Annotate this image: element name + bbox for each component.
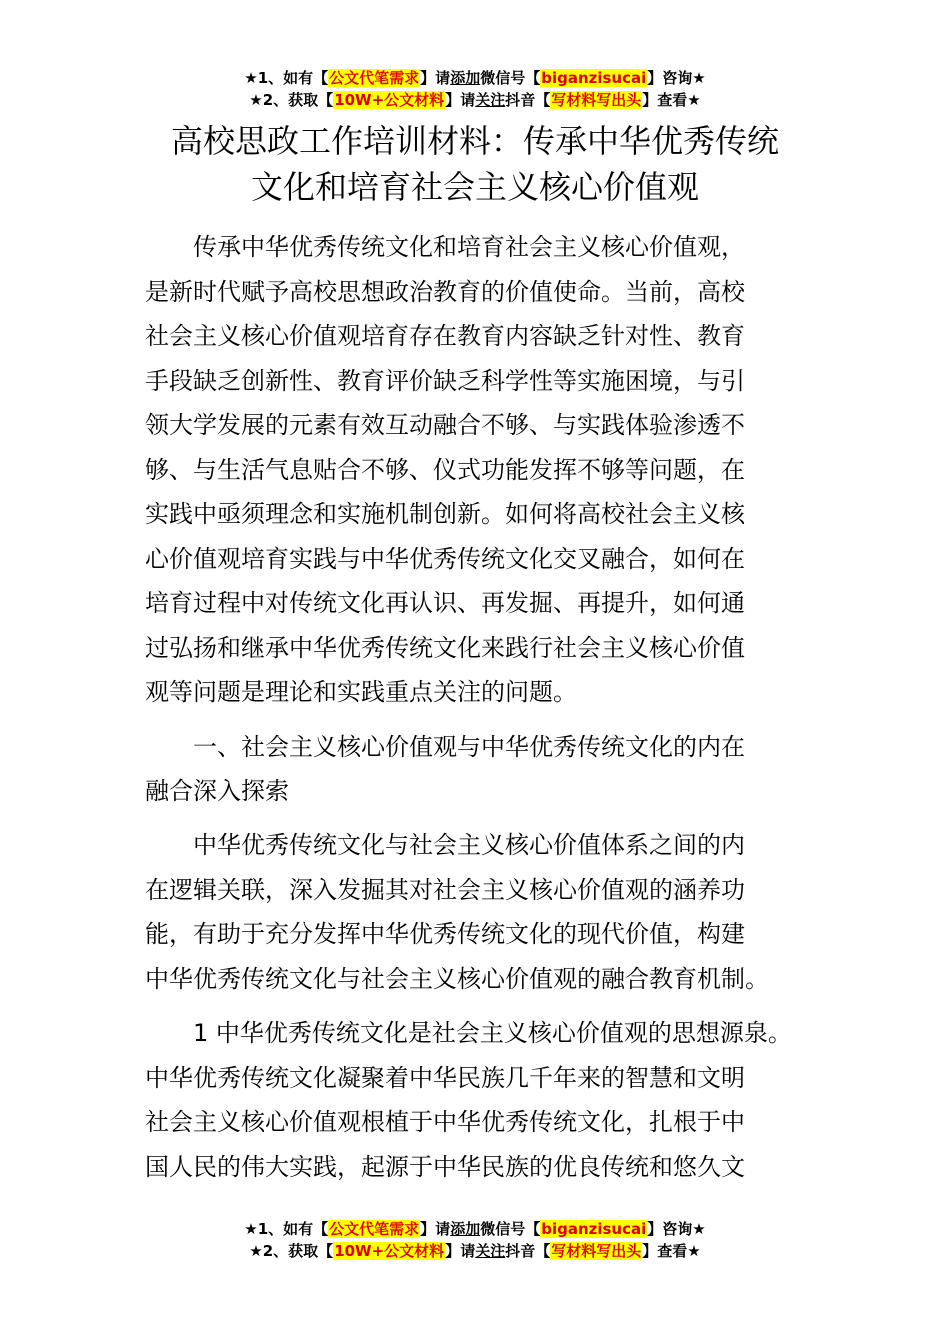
body-line: 够、与生活气息贴合不够、仪式功能发挥不够等问题，在 — [145, 456, 745, 484]
body-line: 中华优秀传统文化与社会主义核心价值体系之间的内 — [193, 831, 745, 859]
promo-highlight: 写材料写出头 — [551, 1242, 642, 1260]
section-heading-line: 融合深入探索 — [145, 777, 289, 805]
promo-line-1 — [0, 1218, 950, 1240]
promo-text: ★1、如有【 — [244, 1220, 329, 1238]
body-line: 社会主义核心价值观根植于中华优秀传统文化，扎根于中 — [145, 1108, 745, 1136]
body-line: 传承中华优秀传统文化和培育社会主义核心价值观， — [193, 233, 745, 261]
body-line: 1 中华优秀传统文化是社会主义核心价值观的思想源泉。 — [193, 1019, 792, 1047]
promo-text: 】查看★ — [642, 1242, 701, 1260]
promo-text: 】请 — [445, 1242, 476, 1260]
promo-line-2 — [0, 89, 950, 111]
body-line: 过弘扬和继承中华优秀传统文化来践行社会主义核心价值 — [145, 634, 745, 662]
promo-text: 微信号【 — [480, 69, 541, 87]
body-line: 在逻辑关联，深入发掘其对社会主义核心价值观的涵养功 — [145, 876, 745, 904]
body-line: 培育过程中对传统文化再认识、再发掘、再提升，如何通 — [145, 589, 745, 617]
document-title — [0, 118, 950, 210]
promo-line-2 — [0, 1240, 950, 1262]
promo-highlight: 写材料写出头 — [551, 91, 642, 109]
promo-highlight: 公文代笔需求 — [329, 1220, 420, 1238]
body-line: 是新时代赋予高校思想政治教育的价值使命。当前，高校 — [145, 278, 745, 306]
promo-text: 】咨询★ — [647, 69, 706, 87]
promo-text: ★2、获取【 — [249, 91, 334, 109]
body-line: 实践中亟须理念和实施机制创新。如何将高校社会主义核 — [145, 500, 745, 528]
promo-text: 】查看★ — [642, 91, 701, 109]
promo-text: 抖音【 — [505, 1242, 551, 1260]
body-line: 心价值观培育实践与中华优秀传统文化交叉融合，如何在 — [145, 545, 745, 573]
body-line: 领大学发展的元素有效互动融合不够、与实践体验渗透不 — [145, 411, 745, 439]
promo-highlight: 10W+公文材料 — [334, 1242, 445, 1260]
promo-text: ★1、如有【 — [244, 69, 329, 87]
top-promo-banner — [0, 67, 950, 111]
body-line: 中华优秀传统文化与社会主义核心价值观的融合教育机制。 — [145, 965, 769, 993]
promo-highlight: biganzisucai — [541, 1220, 647, 1238]
promo-line-1 — [0, 67, 950, 89]
promo-underline: 关注 — [475, 91, 506, 109]
promo-highlight: 10W+公文材料 — [334, 91, 445, 109]
body-line: 手段缺乏创新性、教育评价缺乏科学性等实施困境，与引 — [145, 367, 745, 395]
section-heading-line: 一、社会主义核心价值观与中华优秀传统文化的内在 — [193, 733, 745, 761]
promo-underline: 添加 — [450, 69, 481, 87]
title-line-1: 高校思政工作培训材料：传承中华优秀传统 — [170, 122, 779, 160]
promo-text: 】请 — [420, 69, 451, 87]
body-line: 国人民的伟大实践，起源于中华民族的优良传统和悠久文 — [145, 1153, 745, 1181]
promo-text: 】请 — [420, 1220, 451, 1238]
body-line: 能，有助于充分发挥中华优秀传统文化的现代价值，构建 — [145, 920, 745, 948]
promo-text: 】咨询★ — [647, 1220, 706, 1238]
promo-text: ★2、获取【 — [249, 1242, 334, 1260]
promo-underline: 关注 — [475, 1242, 506, 1260]
title-line-2: 文化和培育社会主义核心价值观 — [250, 168, 699, 206]
body-line: 社会主义核心价值观培育存在教育内容缺乏针对性、教育 — [145, 322, 745, 350]
promo-text: 微信号【 — [480, 1220, 541, 1238]
promo-text: 】请 — [445, 91, 476, 109]
promo-text: 抖音【 — [505, 91, 551, 109]
body-line: 观等问题是理论和实践重点关注的问题。 — [145, 678, 577, 706]
promo-underline: 添加 — [450, 1220, 481, 1238]
bottom-promo-banner — [0, 1218, 950, 1262]
promo-highlight: biganzisucai — [541, 69, 647, 87]
body-line: 中华优秀传统文化凝聚着中华民族几千年来的智慧和文明 — [145, 1064, 745, 1092]
promo-highlight: 公文代笔需求 — [329, 69, 420, 87]
